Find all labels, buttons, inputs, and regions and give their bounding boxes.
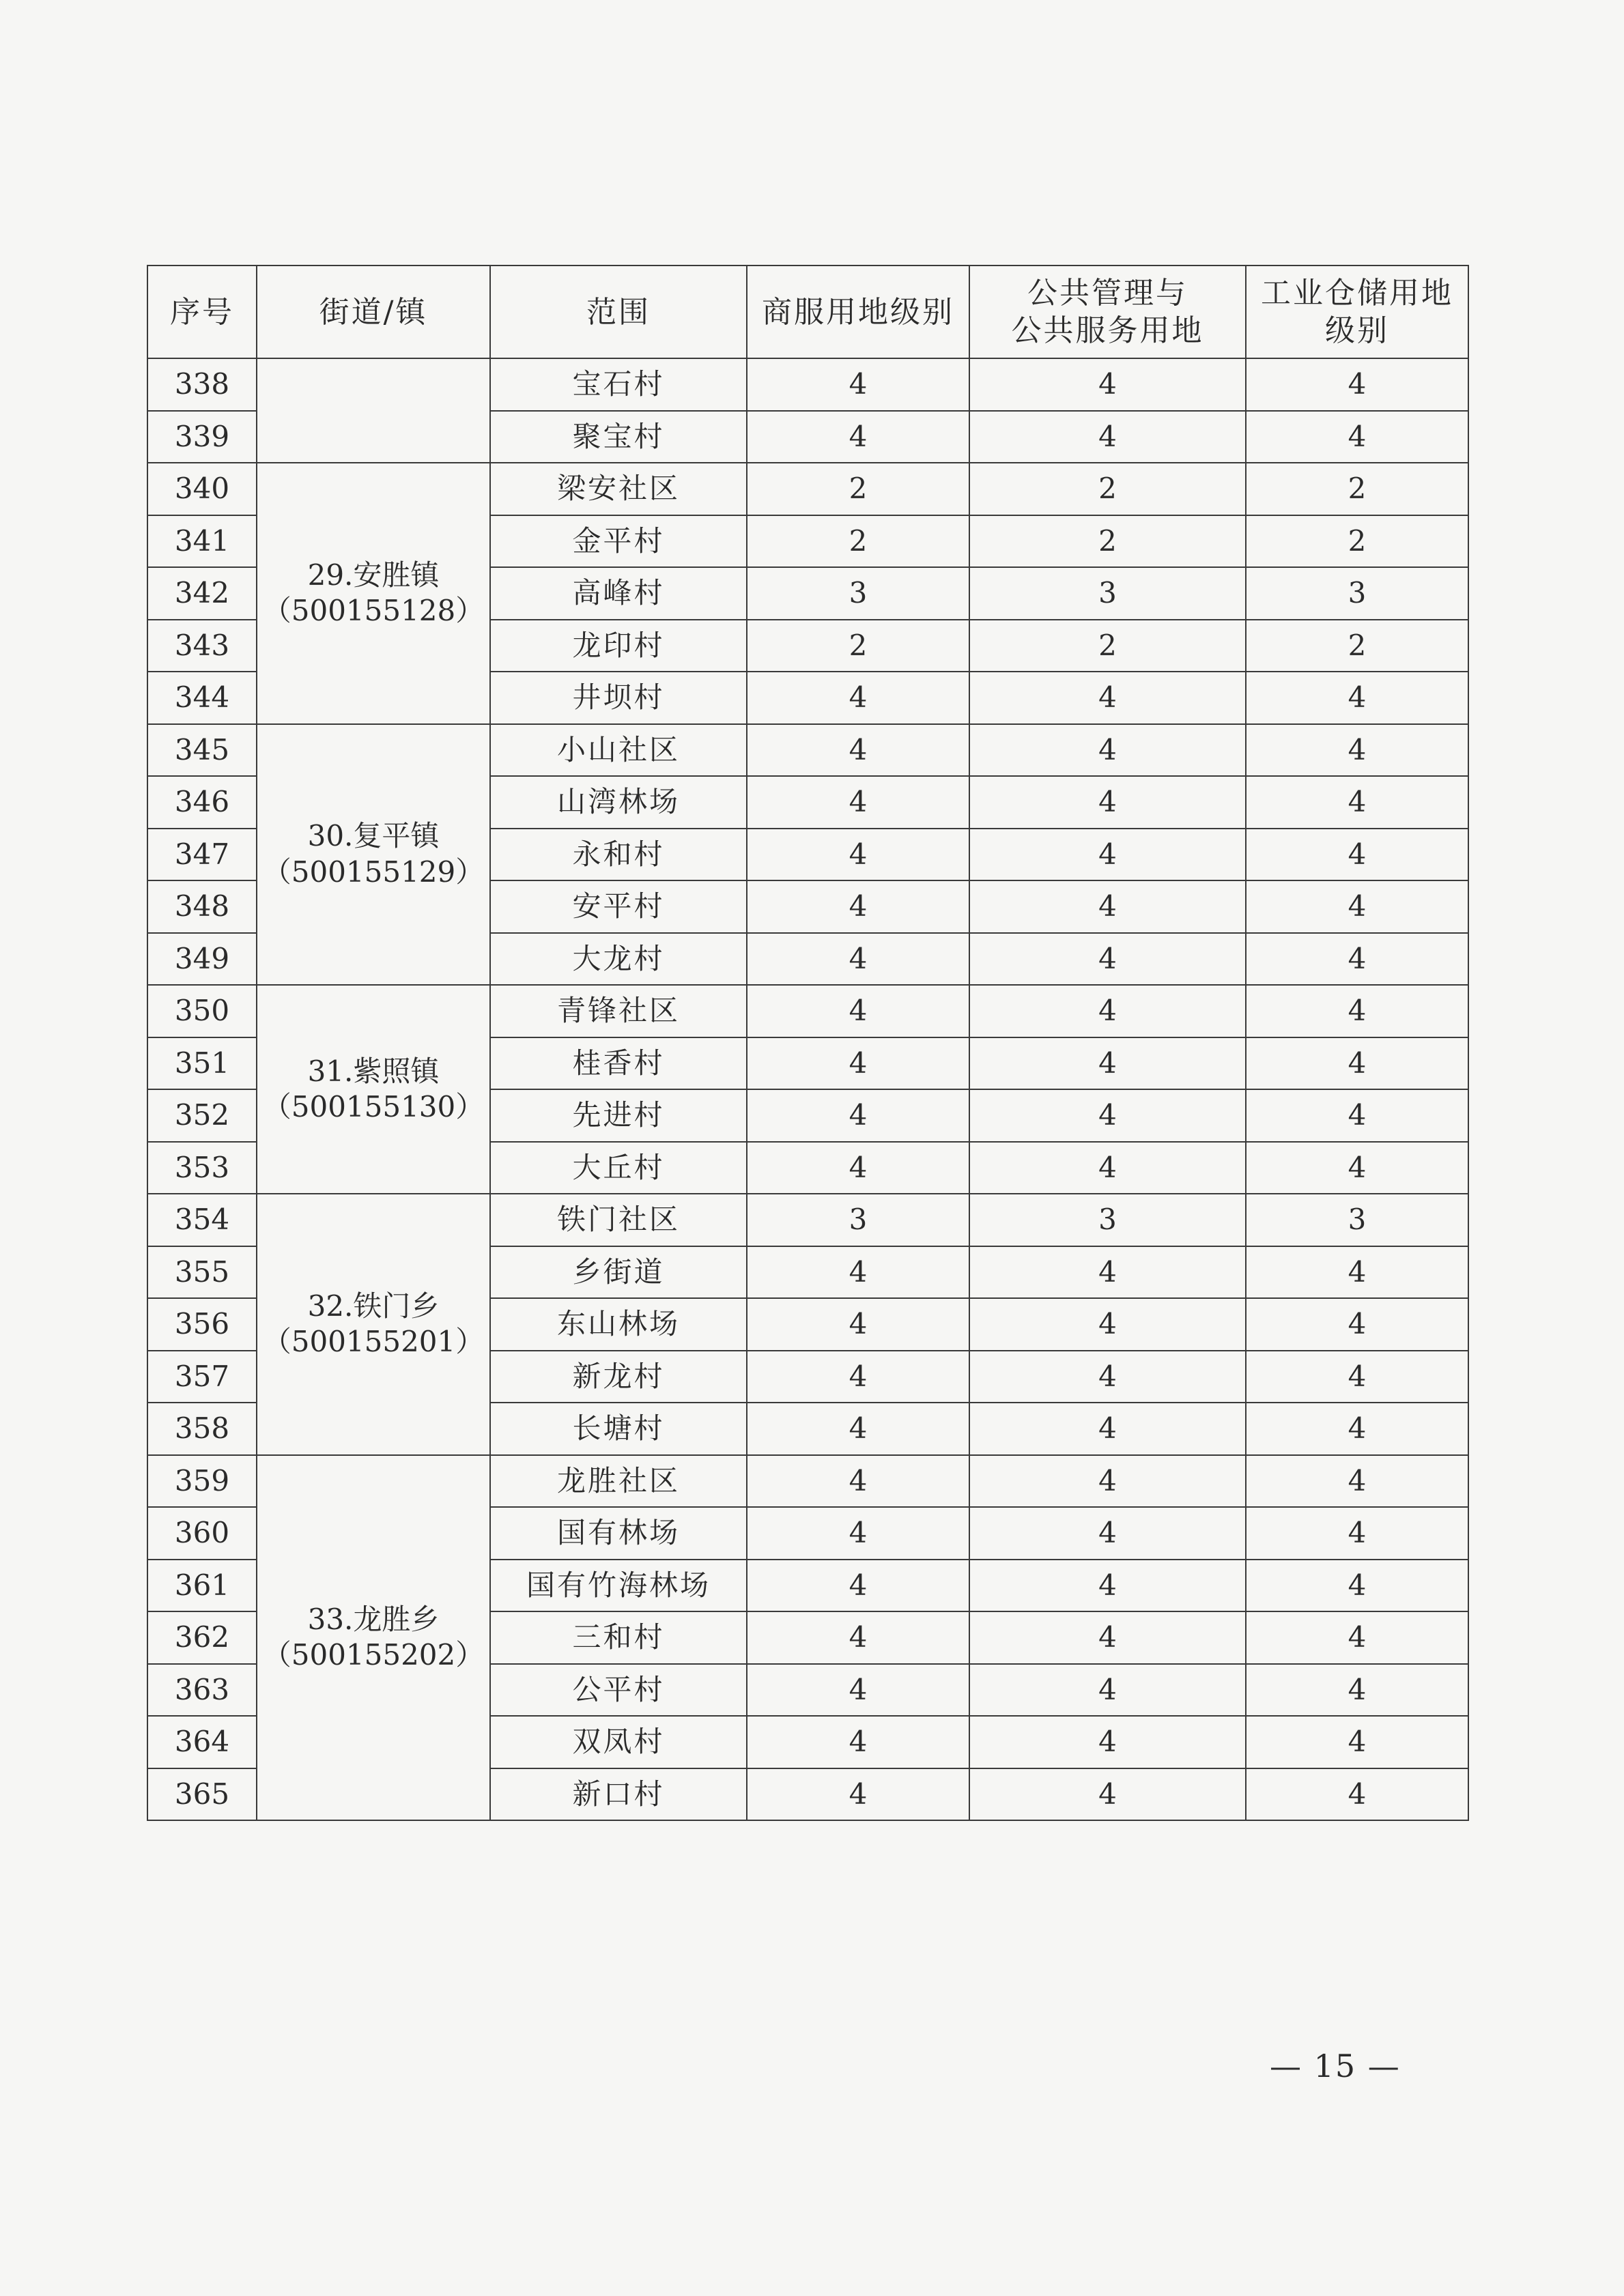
district-code: （500155202）	[262, 1638, 485, 1672]
public-service-level-cell: 4	[969, 1403, 1246, 1455]
serial-no-cell: 352	[147, 1089, 257, 1142]
public-service-level-cell: 4	[969, 1560, 1246, 1612]
commercial-level-cell: 4	[747, 1246, 969, 1299]
district-name: 30.复平镇	[307, 819, 440, 853]
table-row	[147, 358, 1468, 411]
header-area: 范围	[490, 266, 747, 358]
serial-no-cell: 358	[147, 1403, 257, 1455]
serial-no-cell: 341	[147, 515, 257, 568]
area-cell: 乡街道	[490, 1246, 747, 1299]
land-level-table	[147, 265, 1469, 1821]
area-cell: 国有林场	[490, 1507, 747, 1560]
commercial-level-cell: 4	[747, 985, 969, 1037]
district-cell	[257, 985, 490, 1194]
area-cell: 山湾林场	[490, 776, 747, 829]
area-cell: 新口村	[490, 1768, 747, 1821]
industrial-level-cell: 4	[1246, 1037, 1468, 1090]
district-cell	[257, 463, 490, 724]
serial-no-cell: 340	[147, 463, 257, 515]
serial-no-cell: 365	[147, 1768, 257, 1821]
commercial-level-cell: 4	[747, 829, 969, 881]
serial-no-cell: 357	[147, 1351, 257, 1403]
district-code: （500155129）	[262, 855, 485, 889]
public-service-level-cell: 4	[969, 1298, 1246, 1351]
serial-no-cell: 364	[147, 1716, 257, 1768]
industrial-level-cell: 4	[1246, 1611, 1468, 1664]
commercial-level-cell: 4	[747, 1037, 969, 1090]
area-cell: 梁安社区	[490, 463, 747, 515]
industrial-level-cell: 4	[1246, 776, 1468, 829]
public-service-level-cell: 4	[969, 776, 1246, 829]
public-service-level-cell: 4	[969, 1716, 1246, 1768]
public-service-level-cell: 4	[969, 1611, 1246, 1664]
serial-no-cell: 353	[147, 1142, 257, 1194]
district-code: （500155130）	[262, 1090, 485, 1123]
district-code: （500155201）	[262, 1325, 485, 1359]
serial-no-cell: 360	[147, 1507, 257, 1560]
area-cell: 桂香村	[490, 1037, 747, 1090]
public-service-level-cell: 4	[969, 1089, 1246, 1142]
commercial-level-cell: 2	[747, 463, 969, 515]
public-service-level-cell: 4	[969, 724, 1246, 777]
industrial-level-cell: 2	[1246, 515, 1468, 568]
commercial-level-cell: 4	[747, 1611, 969, 1664]
area-cell: 大龙村	[490, 933, 747, 986]
public-service-level-cell: 2	[969, 463, 1246, 515]
table-row	[147, 724, 1468, 777]
industrial-level-cell: 4	[1246, 411, 1468, 463]
industrial-level-cell: 4	[1246, 1142, 1468, 1194]
table-row	[147, 985, 1468, 1037]
public-service-level-cell: 2	[969, 620, 1246, 672]
industrial-level-cell: 4	[1246, 1455, 1468, 1508]
commercial-level-cell: 4	[747, 1298, 969, 1351]
commercial-level-cell: 4	[747, 1507, 969, 1560]
commercial-level-cell: 2	[747, 515, 969, 568]
area-cell: 三和村	[490, 1611, 747, 1664]
commercial-level-cell: 4	[747, 933, 969, 986]
district-name: 29.安胜镇	[307, 558, 440, 592]
industrial-level-cell: 3	[1246, 1194, 1468, 1246]
industrial-level-cell: 3	[1246, 567, 1468, 620]
table-header-row	[147, 266, 1468, 358]
commercial-level-cell: 4	[747, 411, 969, 463]
area-cell: 聚宝村	[490, 411, 747, 463]
area-cell: 龙印村	[490, 620, 747, 672]
area-cell: 龙胜社区	[490, 1455, 747, 1508]
industrial-level-cell: 4	[1246, 1768, 1468, 1821]
public-service-level-cell: 4	[969, 672, 1246, 724]
industrial-level-cell: 4	[1246, 1246, 1468, 1299]
industrial-level-cell: 4	[1246, 829, 1468, 881]
public-service-level-cell: 4	[969, 933, 1246, 986]
area-cell: 小山社区	[490, 724, 747, 777]
district-code: （500155128）	[262, 594, 485, 628]
area-cell: 先进村	[490, 1089, 747, 1142]
district-name: 32.铁门乡	[307, 1289, 440, 1323]
commercial-level-cell: 4	[747, 1142, 969, 1194]
commercial-level-cell: 4	[747, 776, 969, 829]
header-serial-no: 序号	[147, 266, 257, 358]
public-service-level-cell: 4	[969, 1246, 1246, 1299]
area-cell: 铁门社区	[490, 1194, 747, 1246]
public-service-level-cell: 4	[969, 358, 1246, 411]
serial-no-cell: 346	[147, 776, 257, 829]
area-cell: 新龙村	[490, 1351, 747, 1403]
table-body	[147, 358, 1468, 1820]
serial-no-cell: 349	[147, 933, 257, 986]
public-service-level-cell: 4	[969, 1142, 1246, 1194]
table-row	[147, 463, 1468, 515]
public-service-level-cell: 4	[969, 1455, 1246, 1508]
district-cell	[257, 1194, 490, 1455]
commercial-level-cell: 4	[747, 1403, 969, 1455]
commercial-level-cell: 4	[747, 1716, 969, 1768]
serial-no-cell: 361	[147, 1560, 257, 1612]
industrial-level-cell: 4	[1246, 1560, 1468, 1612]
industrial-level-cell: 4	[1246, 1089, 1468, 1142]
public-service-level-cell: 4	[969, 985, 1246, 1037]
serial-no-cell: 362	[147, 1611, 257, 1664]
header-industrial-level: 工业仓储用地 级别	[1246, 266, 1468, 358]
industrial-level-cell: 4	[1246, 358, 1468, 411]
industrial-level-cell: 4	[1246, 1507, 1468, 1560]
area-cell: 高峰村	[490, 567, 747, 620]
area-cell: 双凤村	[490, 1716, 747, 1768]
serial-no-cell: 347	[147, 829, 257, 881]
public-service-level-cell: 4	[969, 1768, 1246, 1821]
commercial-level-cell: 4	[747, 1664, 969, 1717]
serial-no-cell: 345	[147, 724, 257, 777]
public-service-level-cell: 4	[969, 1664, 1246, 1717]
industrial-level-cell: 4	[1246, 672, 1468, 724]
commercial-level-cell: 4	[747, 1455, 969, 1508]
commercial-level-cell: 4	[747, 1560, 969, 1612]
commercial-level-cell: 2	[747, 620, 969, 672]
area-cell: 金平村	[490, 515, 747, 568]
industrial-level-cell: 4	[1246, 933, 1468, 986]
industrial-level-cell: 2	[1246, 620, 1468, 672]
commercial-level-cell: 3	[747, 1194, 969, 1246]
area-cell: 永和村	[490, 829, 747, 881]
serial-no-cell: 348	[147, 880, 257, 933]
commercial-level-cell: 3	[747, 567, 969, 620]
serial-no-cell: 354	[147, 1194, 257, 1246]
table-row	[147, 1194, 1468, 1246]
industrial-level-cell: 4	[1246, 1351, 1468, 1403]
public-service-level-cell: 3	[969, 1194, 1246, 1246]
serial-no-cell: 350	[147, 985, 257, 1037]
public-service-level-cell: 4	[969, 829, 1246, 881]
commercial-level-cell: 4	[747, 358, 969, 411]
area-cell: 公平村	[490, 1664, 747, 1717]
area-cell: 国有竹海林场	[490, 1560, 747, 1612]
public-service-level-cell: 4	[969, 1351, 1246, 1403]
serial-no-cell: 344	[147, 672, 257, 724]
public-service-level-cell: 3	[969, 567, 1246, 620]
serial-no-cell: 339	[147, 411, 257, 463]
serial-no-cell: 363	[147, 1664, 257, 1717]
industrial-level-cell: 4	[1246, 724, 1468, 777]
header-public-service-level: 公共管理与 公共服务用地	[969, 266, 1246, 358]
table-row	[147, 1455, 1468, 1508]
public-service-level-cell: 4	[969, 1037, 1246, 1090]
industrial-level-cell: 2	[1246, 463, 1468, 515]
serial-no-cell: 342	[147, 567, 257, 620]
serial-no-cell: 355	[147, 1246, 257, 1299]
industrial-level-cell: 4	[1246, 1716, 1468, 1768]
district-cell	[257, 724, 490, 986]
area-cell: 青锋社区	[490, 985, 747, 1037]
area-cell: 井坝村	[490, 672, 747, 724]
serial-no-cell: 351	[147, 1037, 257, 1090]
serial-no-cell: 359	[147, 1455, 257, 1508]
industrial-level-cell: 4	[1246, 880, 1468, 933]
commercial-level-cell: 4	[747, 1089, 969, 1142]
industrial-level-cell: 4	[1246, 1664, 1468, 1717]
commercial-level-cell: 4	[747, 1768, 969, 1821]
public-service-level-cell: 4	[969, 1507, 1246, 1560]
area-cell: 大丘村	[490, 1142, 747, 1194]
industrial-level-cell: 4	[1246, 1298, 1468, 1351]
area-cell: 长塘村	[490, 1403, 747, 1455]
public-service-level-cell: 4	[969, 880, 1246, 933]
district-cell	[257, 1455, 490, 1821]
header-district: 街道/镇	[257, 266, 490, 358]
area-cell: 宝石村	[490, 358, 747, 411]
commercial-level-cell: 4	[747, 880, 969, 933]
header-commercial-level: 商服用地级别	[747, 266, 969, 358]
serial-no-cell: 338	[147, 358, 257, 411]
district-name: 33.龙胜乡	[307, 1602, 440, 1636]
district-cell	[257, 358, 490, 463]
commercial-level-cell: 4	[747, 1351, 969, 1403]
industrial-level-cell: 4	[1246, 985, 1468, 1037]
public-service-level-cell: 2	[969, 515, 1246, 568]
area-cell: 东山林场	[490, 1298, 747, 1351]
serial-no-cell: 343	[147, 620, 257, 672]
public-service-level-cell: 4	[969, 411, 1246, 463]
district-name: 31.紫照镇	[307, 1054, 440, 1088]
serial-no-cell: 356	[147, 1298, 257, 1351]
commercial-level-cell: 4	[747, 672, 969, 724]
page-number: — 15 —	[1270, 2048, 1401, 2084]
area-cell: 安平村	[490, 880, 747, 933]
industrial-level-cell: 4	[1246, 1403, 1468, 1455]
commercial-level-cell: 4	[747, 724, 969, 777]
